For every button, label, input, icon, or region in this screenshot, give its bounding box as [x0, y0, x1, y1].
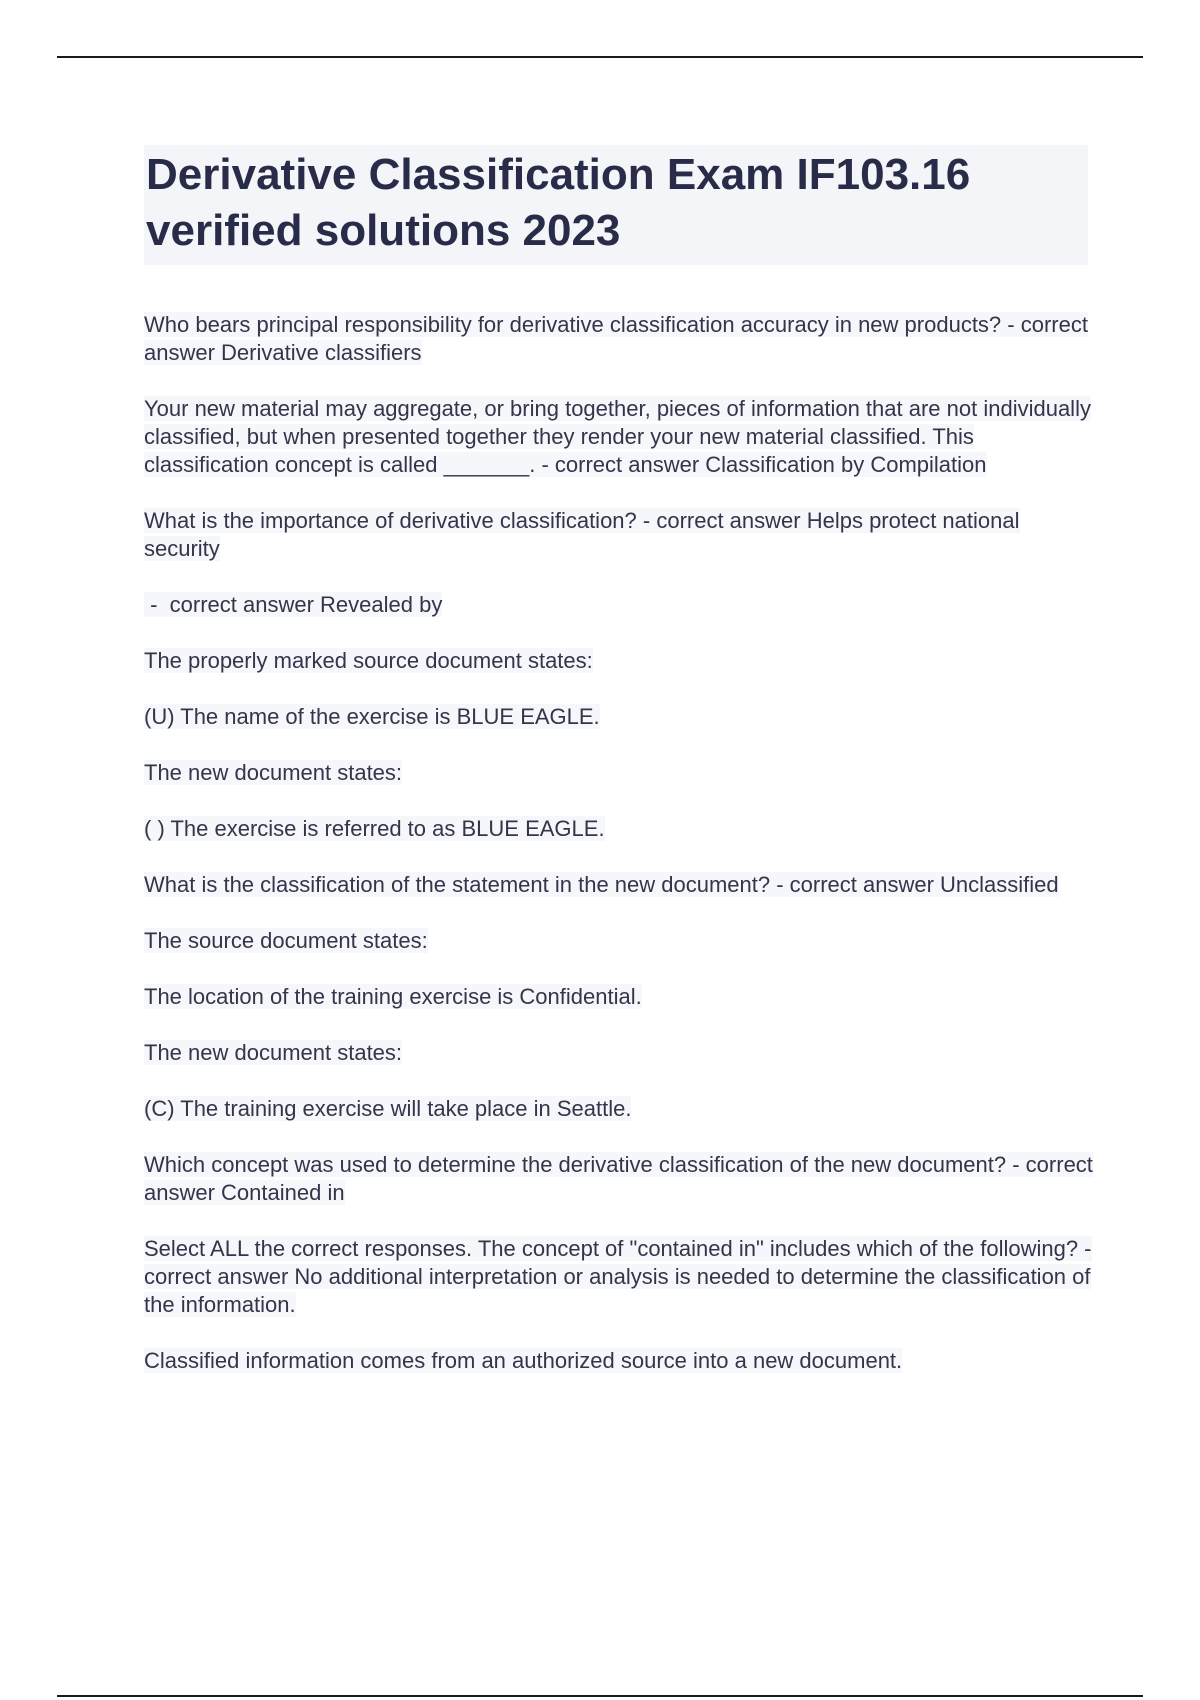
paragraph-15: Select ALL the correct responses. The concept of "contained in" includes which of the following? - correct answer No additional interpretation or analysis is needed to determine the classification of the information.	[144, 1236, 1092, 1317]
paragraph-16: Classified information comes from an authorized source into a new document.	[144, 1348, 903, 1373]
paragraph-5: The properly marked source document states:	[144, 648, 593, 673]
document-body	[144, 311, 1094, 1403]
paragraph-10: The source document states:	[144, 928, 428, 953]
paragraph-9: What is the classification of the statement in the new document? - correct answer Unclassified	[144, 872, 1059, 897]
paragraph-4: - correct answer Revealed by	[144, 592, 443, 617]
bottom-rule	[57, 1695, 1143, 1697]
title-block	[144, 145, 1088, 265]
paragraph-11: The location of the training exercise is Confidential.	[144, 984, 642, 1009]
paragraph-13: (C) The training exercise will take place in Seattle.	[144, 1096, 632, 1121]
document-title	[146, 147, 1084, 259]
paragraph-7: The new document states:	[144, 760, 403, 785]
top-rule	[57, 56, 1143, 58]
paragraph-2: Your new material may aggregate, or bring together, pieces of information that are not individually classified, but when presented together they render your new material classified. This classification concept is called _______. - correct answer Classification by Compilation	[144, 396, 1091, 477]
paragraph-3: What is the importance of derivative classification? - correct answer Helps protect national security	[144, 508, 1020, 561]
paragraph-8: ( ) The exercise is referred to as BLUE EAGLE.	[144, 816, 605, 841]
paragraph-1: Who bears principal responsibility for derivative classification accuracy in new products? - correct answer Derivative classifiers	[144, 312, 1088, 365]
paragraph-12: The new document states:	[144, 1040, 403, 1065]
title-line-2: verified solutions 2023	[146, 206, 621, 255]
title-line-1: Derivative Classification Exam IF103.16	[146, 150, 971, 199]
paragraph-6: (U) The name of the exercise is BLUE EAGLE.	[144, 704, 600, 729]
paragraph-14: Which concept was used to determine the derivative classification of the new document? - correct answer Contained in	[144, 1152, 1093, 1205]
